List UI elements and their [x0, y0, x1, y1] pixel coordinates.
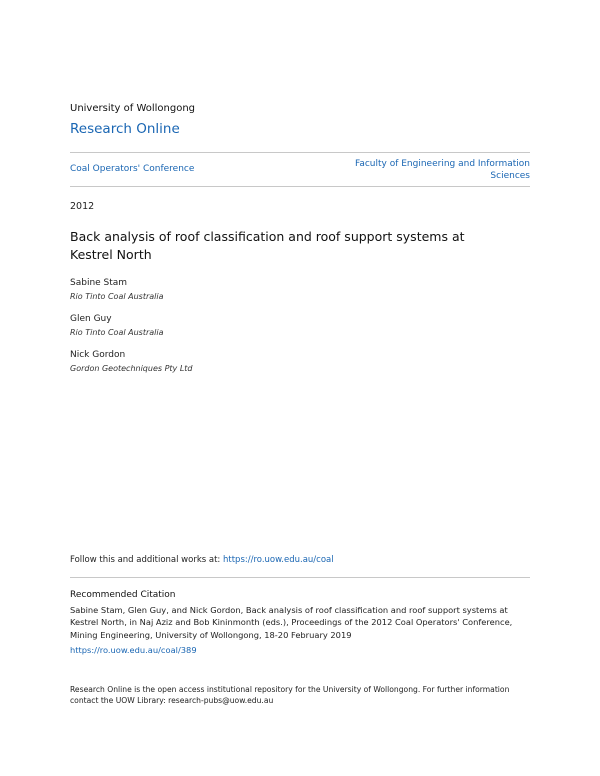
author-affiliation: Rio Tinto Coal Australia — [70, 328, 164, 337]
conference-link[interactable]: Coal Operators' Conference — [70, 164, 195, 174]
follow-link[interactable]: https://ro.uow.edu.au/coal — [223, 555, 334, 565]
divider-top — [70, 152, 530, 153]
follow-text: Follow this and additional works at: — [70, 555, 223, 565]
author-name: Sabine Stam — [70, 278, 128, 288]
author-affiliation: Gordon Geotechniques Pty Ltd — [70, 364, 193, 373]
publication-year: 2012 — [70, 201, 95, 212]
author-affiliation: Rio Tinto Coal Australia — [70, 292, 164, 301]
citation-link[interactable]: https://ro.uow.edu.au/coal/389 — [70, 645, 197, 655]
university-name: University of Wollongong — [70, 103, 196, 114]
author-name: Nick Gordon — [70, 350, 126, 360]
citation-text: Sabine Stam, Glen Guy, and Nick Gordon, Back analysis of roof classification and roof support systems at Kestrel North, in Naj Aziz and Bob Kininmonth (eds.), Proceedings of the 2012 Coal Operators' Conference, Mining Engineering, University of Wollongong, 18-20 February 2019 — [70, 605, 513, 640]
author-name: Glen Guy — [70, 314, 112, 324]
divider-citation — [70, 577, 530, 578]
repository-footer: Research Online is the open access institutional repository for the University of Wollongong. For further information contact the UOW Library: research-pubs@uow.edu.au — [70, 685, 510, 705]
follow-line — [70, 555, 334, 565]
recommended-citation-heading: Recommended Citation — [70, 590, 176, 600]
paper-title: Back analysis of roof classification and roof support systems at Kestrel North — [70, 229, 465, 262]
faculty-link[interactable]: Faculty of Engineering and Information Sciences — [354, 159, 530, 181]
research-online-link[interactable]: Research Online — [70, 121, 180, 137]
divider-mid — [70, 186, 530, 187]
